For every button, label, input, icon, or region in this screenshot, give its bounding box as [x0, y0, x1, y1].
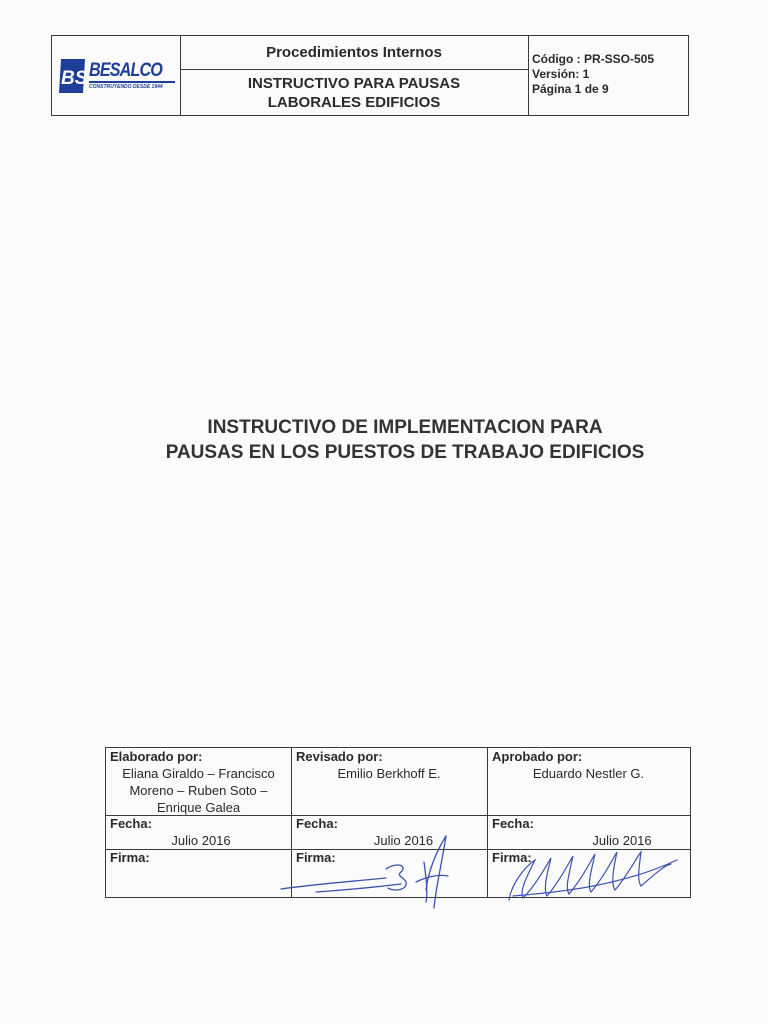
doc-meta	[532, 52, 682, 97]
aprobado-firma-label: Firma:	[492, 850, 532, 865]
doc-code: Código : PR-SSO-505	[532, 52, 655, 66]
elaborado-fecha-label: Fecha:	[110, 816, 152, 831]
aprobado-label: Aprobado por:	[492, 749, 583, 764]
aprobado-fecha-label: Fecha:	[492, 816, 534, 831]
document-title-line1: INSTRUCTIVO DE IMPLEMENTACION PARA	[207, 417, 603, 438]
revisado-fecha-label: Fecha:	[296, 816, 338, 831]
aprobado-signature-icon	[501, 846, 686, 906]
document-title	[100, 415, 710, 465]
header-title-cell	[180, 36, 529, 115]
elaborado-name-line3: Enrique Galea	[156, 800, 241, 815]
header-doc-title-line1: INSTRUCTIVO PARA PAUSAS	[247, 75, 461, 92]
elaborado-label: Elaborado por:	[110, 749, 203, 764]
elaborado-fecha: Julio 2016	[171, 833, 231, 848]
elaborado-firma-label: Firma:	[110, 850, 150, 865]
section-name: Procedimientos Internos	[180, 36, 528, 70]
header-doc-title	[180, 70, 528, 112]
aprobado-name: Eduardo Nestler G.	[532, 766, 645, 781]
besalco-logo	[57, 57, 175, 95]
logo-cell	[52, 36, 181, 115]
doc-page-number: Página 1 de 9	[532, 82, 609, 96]
revisado-firma-label: Firma:	[296, 850, 336, 865]
header-doc-title-line2: LABORALES EDIFICIOS	[267, 94, 441, 111]
elaborado-names	[106, 765, 291, 816]
revisado-name: Emilio Berkhoff E.	[337, 766, 441, 781]
aprobado-fecha: Julio 2016	[592, 833, 652, 848]
svg-text:BS: BS	[61, 67, 88, 89]
revisado-fecha: Julio 2016	[373, 833, 434, 848]
approval-table	[105, 747, 691, 898]
document-title-line2: PAUSAS EN LOS PUESTOS DE TRABAJO EDIFICIOS	[165, 442, 645, 463]
elaborado-name-line2: Moreno – Ruben Soto –	[129, 783, 268, 798]
bs-logo-mark-icon	[57, 57, 87, 95]
logo-brand-text: BESALCO	[89, 60, 163, 81]
doc-version: Versión: 1	[532, 67, 590, 81]
elaborado-name-line1: Eliana Giraldo – Francisco	[122, 766, 275, 781]
logo-tagline: CONSTRUYENDO DESDE 1944	[89, 81, 175, 90]
revisado-signature-icon	[276, 832, 476, 912]
revisado-label: Revisado por:	[296, 749, 383, 764]
document-header	[51, 35, 689, 116]
